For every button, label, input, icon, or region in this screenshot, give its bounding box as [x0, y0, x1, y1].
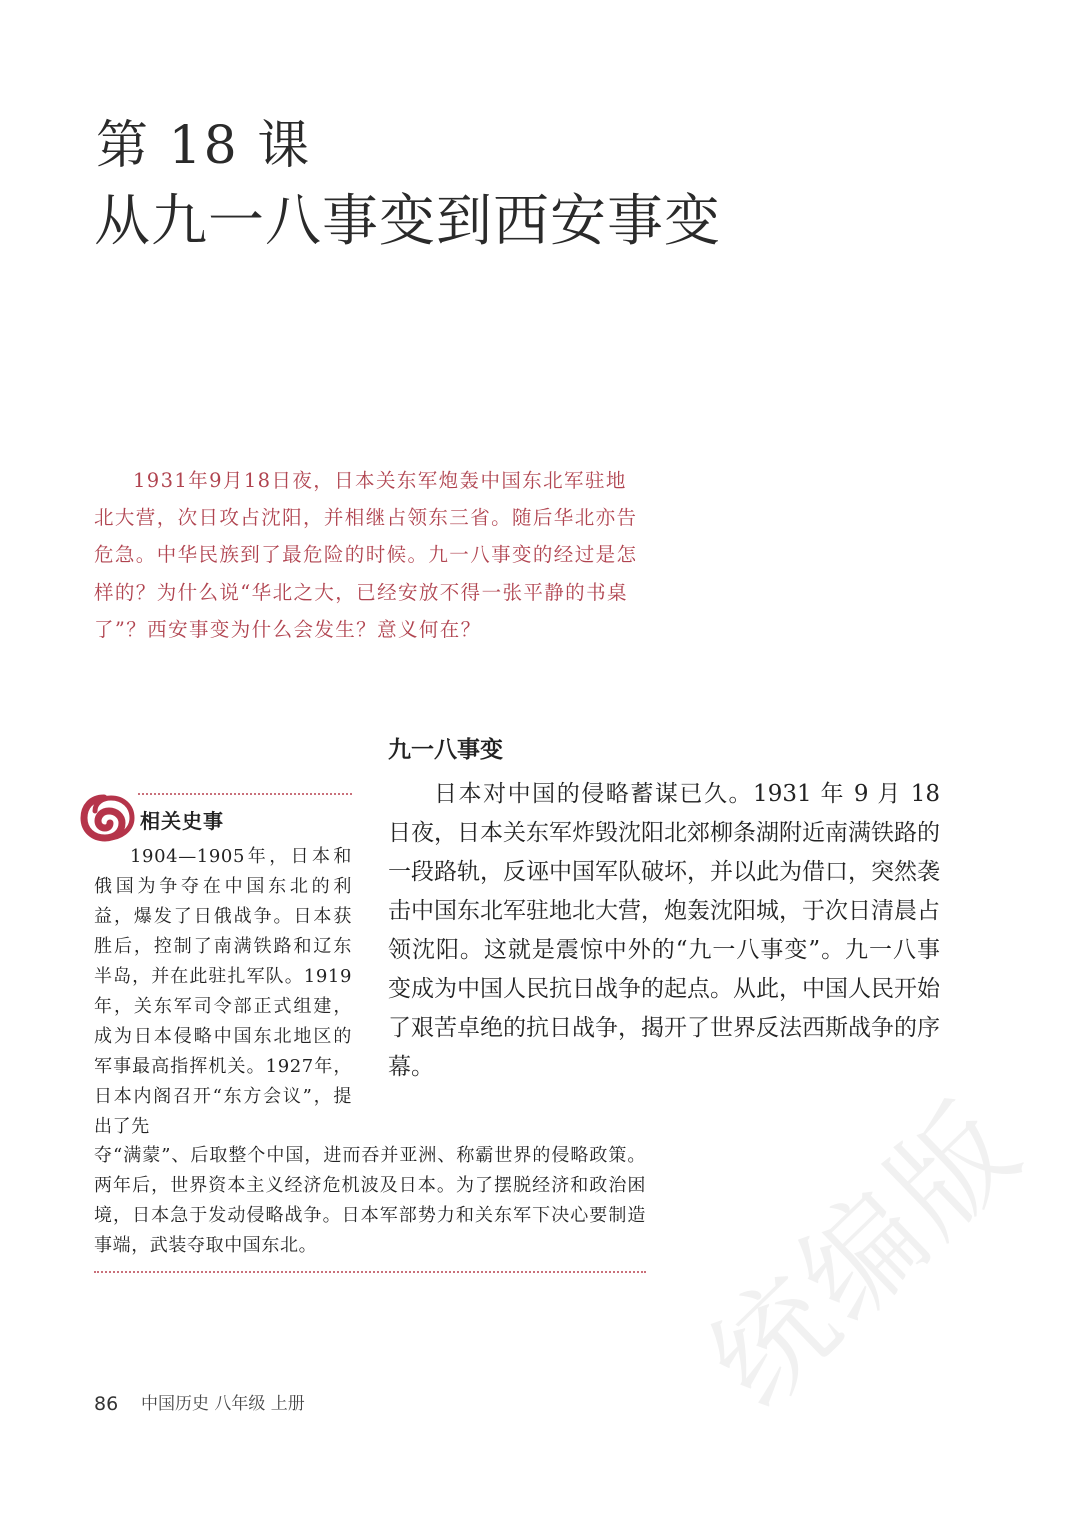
sidebar-text-full: 夺“满蒙”、后取整个中国，进而吞并亚洲、称霸世界的侵略政策。两年后，世界资本主义经济危机波及日本。为了摆脱经济和政治困境，日本急于发动侵略战争。日本军部势力和关东军下决心要制造事端，武装夺取中国东北。 — [94, 1145, 646, 1256]
sidebar-label: 相关史事 — [140, 809, 224, 833]
watermark: 统编版 — [683, 1075, 1048, 1433]
history-swirl-icon — [80, 792, 136, 844]
sidebar-bottom-divider — [94, 1271, 646, 1273]
sidebar-text-column: 1904—1905年，日本和俄国为争夺在中国东北的利益，爆发了日俄战争。日本获胜后，控制了南满铁路和辽东半岛，并在此驻扎军队。1919年，关东军司令部正式组建，成为日本侵略中国东北地区的军事最高指挥机关。1927年，日本内阁召开“东方会议”，提出了先 — [94, 846, 352, 1137]
intro-paragraph: 1931年9月18日夜，日本关东军炮轰中国东北军驻地北大营，次日攻占沈阳，并相继占领东三省。随后华北亦告危急。中华民族到了最危险的时候。九一八事变的经过是怎样的？为什么说“华北之大，已经安放不得一张平静的书桌了”？西安事变为什么会发生？意义何在？ — [94, 469, 638, 641]
sidebar-top-divider — [138, 793, 352, 795]
section-heading: 九一八事变 — [388, 737, 503, 763]
section-paragraph: 日本对中国的侵略蓄谋已久。1931 年 9 月 18 日夜，日本关东军炸毁沈阳北郊柳条湖附近南满铁路的一段路轨，反诬中国军队破坏，并以此为借口，突然袭击中国东北军驻地北大营，炮轰沈阳城，于次日清晨占领沈阳。这就是震惊中外的“九一八事变”。九一八事变成为中国人民抗日战争的起点。从此，中国人民开始了艰苦卓绝的抗日战争，揭开了世界反法西斯战争的序幕。 — [388, 781, 940, 1080]
book-title: 中国历史 八年级 上册 — [141, 1394, 305, 1414]
page-number: 86 — [94, 1393, 119, 1415]
lesson-number: 第 18 课 — [96, 116, 312, 176]
lesson-title: 从九一八事变到西安事变 — [94, 189, 721, 254]
